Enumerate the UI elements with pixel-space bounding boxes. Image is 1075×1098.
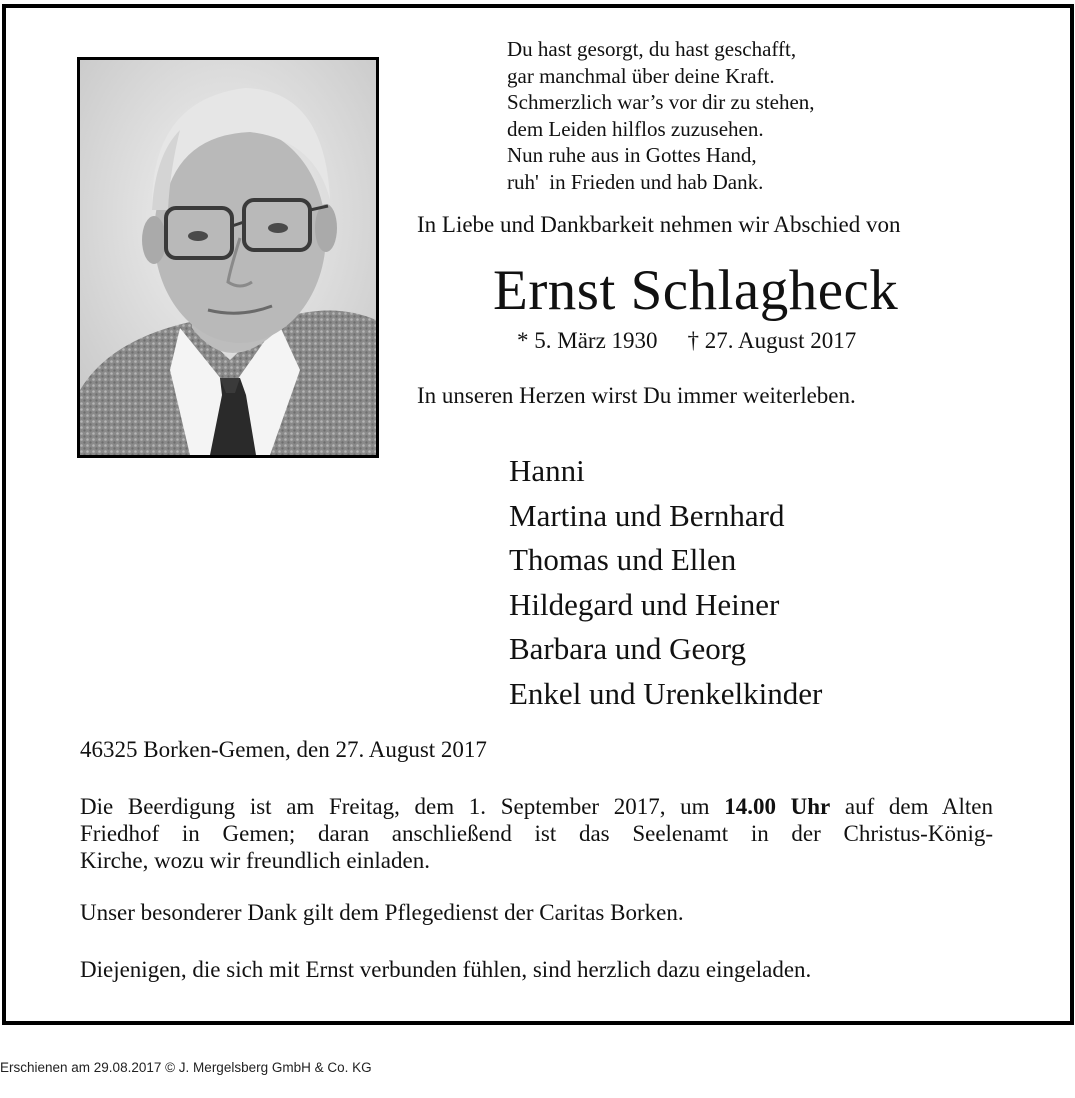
place-and-date: 46325 Borken-Gemen, den 27. August 2017 (80, 737, 487, 762)
mourner-entry: Hildegard und Heiner (509, 586, 780, 622)
deceased-name: Ernst Schlagheck (493, 259, 899, 322)
invitation-note: Diejenigen, die sich mit Ernst verbunden fühlen, sind herzlich dazu eingeladen. (80, 957, 812, 982)
mourner-entry: Barbara und Georg (509, 631, 747, 666)
life-dates (517, 328, 856, 354)
funeral-text-before-time: Die Beerdigung ist am Freitag, dem 1. September 2017, um (80, 794, 725, 819)
poem-line: Schmerzlich war’s vor dir zu stehen, (507, 90, 815, 114)
mourner-entry: Martina und Bernhard (509, 497, 785, 533)
funeral-notice (80, 793, 993, 874)
funeral-text-after-time: auf dem Alten (830, 794, 993, 819)
memorial-poem (507, 36, 815, 195)
thanks-note: Unser besonderer Dank gilt dem Pflegedienst der Caritas Borken. (80, 900, 684, 925)
portrait-image (80, 60, 376, 455)
poem-line: ruh' in Frieden und hab Dank. (507, 169, 764, 194)
poem-line: Nun ruhe aus in Gottes Hand, (507, 143, 757, 167)
mourner-entry: Thomas und Ellen (509, 542, 737, 577)
mourner-entry: Hanni (509, 453, 585, 488)
farewell-intro: In Liebe und Dankbarkeit nehmen wir Abschied von (417, 212, 901, 237)
portrait-photo (77, 57, 379, 458)
funeral-line-1 (80, 793, 993, 820)
funeral-time: 14.00 Uhr (724, 794, 831, 819)
publication-footer: Erschienen am 29.08.2017 © J. Mergelsberg GmbH & Co. KG (0, 1060, 372, 1075)
funeral-line-3: Kirche, wozu wir freundlich einladen. (80, 848, 430, 873)
poem-line: gar manchmal über deine Kraft. (507, 63, 775, 88)
funeral-line-2: Friedhof in Gemen; daran anschließend ist das Seelenamt in der Christus-König- (80, 821, 993, 846)
birth-date: * 5. März 1930 (517, 328, 658, 353)
death-date: † 27. August 2017 (687, 328, 857, 353)
mourner-entry: Enkel und Urenkelkinder (509, 675, 823, 711)
mourners-list (509, 449, 822, 716)
poem-line: Du hast gesorgt, du hast geschafft, (507, 37, 797, 61)
poem-line: dem Leiden hilflos zuzusehen. (507, 116, 764, 141)
memory-line: In unseren Herzen wirst Du immer weiterleben. (417, 383, 856, 408)
